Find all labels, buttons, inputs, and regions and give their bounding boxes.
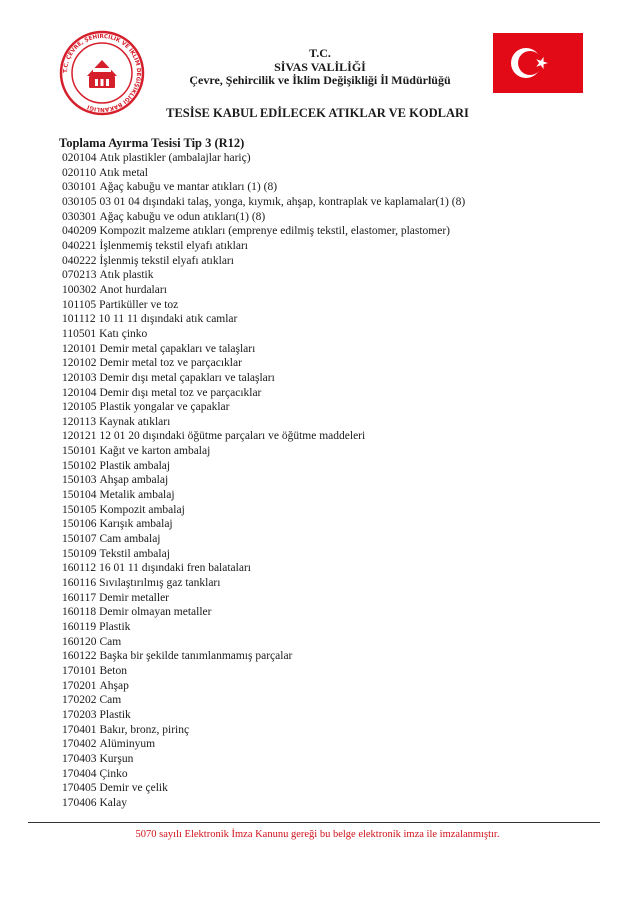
waste-description: Bakır, bronz, pirinç (99, 723, 190, 736)
list-item (62, 151, 465, 166)
waste-code: 150101 (62, 445, 97, 458)
waste-description: Ağaç kabuğu ve odun atıkları(1) (8) (99, 210, 266, 223)
waste-description: 10 11 11 dışındaki atık camlar (98, 313, 238, 326)
waste-code: 170101 (62, 664, 97, 677)
list-item (62, 239, 465, 254)
list-item (62, 561, 465, 576)
header-line-tc: T.C. (309, 46, 331, 60)
list-item (62, 488, 465, 503)
header-line-governorate: SİVAS VALİLİĞİ (274, 59, 366, 74)
list-item (62, 737, 465, 752)
waste-code: 170403 (62, 752, 97, 765)
list-item (62, 415, 465, 430)
waste-description: Ahşap (99, 679, 129, 692)
waste-description: Atık plastikler (ambalajlar hariç) (99, 152, 251, 164)
waste-description: Tekstil ambalaj (99, 547, 170, 560)
list-item (62, 723, 465, 738)
list-item (62, 649, 465, 664)
waste-code: 160117 (62, 591, 97, 604)
waste-description: Demir metal toz ve parçacıklar (99, 357, 242, 370)
list-item (62, 356, 465, 371)
waste-description: Karışık ambalaj (99, 518, 173, 531)
waste-description: Kompozit ambalaj (99, 503, 185, 516)
list-item (62, 459, 465, 474)
waste-description: İşlenmemiş tekstil elyafı atıkları (99, 239, 249, 252)
waste-code: 160119 (62, 621, 97, 633)
waste-code: 030301 (62, 210, 97, 223)
ministry-seal-icon (59, 30, 145, 116)
waste-code: 160118 (62, 606, 97, 619)
waste-code: 100302 (62, 283, 97, 296)
waste-code: 160120 (62, 635, 97, 648)
list-item (62, 180, 465, 195)
list-item (62, 781, 465, 796)
waste-description: Kompozit malzeme atıkları (emprenye edilmiş tekstil, elastomer, plastomer) (99, 225, 450, 238)
list-item (62, 708, 465, 723)
waste-code: 170404 (62, 767, 97, 780)
list-item (62, 664, 465, 679)
waste-description: Kalay (99, 796, 127, 809)
waste-description: Kurşun (99, 752, 134, 765)
list-item (62, 386, 465, 401)
list-item (62, 283, 465, 298)
list-item (62, 371, 465, 386)
list-item (62, 224, 465, 239)
waste-code: 101105 (62, 298, 97, 311)
waste-code: 160112 (62, 562, 97, 575)
waste-description: Plastik (99, 708, 131, 721)
waste-code: 120105 (62, 401, 97, 414)
waste-description: Alüminyum (99, 738, 156, 751)
waste-code: 120113 (62, 415, 97, 428)
waste-description: Kaynak atıkları (99, 415, 171, 428)
waste-description: 12 01 20 dışındaki öğütme parçaları ve öğütme maddeleri (99, 430, 366, 443)
waste-code: 120103 (62, 371, 97, 384)
waste-description: Demir metaller (99, 591, 170, 604)
section-title: Toplama Ayırma Tesisi Tip 3 (R12) (59, 136, 245, 150)
waste-code: 170201 (62, 679, 97, 692)
waste-code: 120101 (62, 342, 97, 355)
waste-description: Ahşap ambalaj (99, 474, 169, 487)
list-item (62, 591, 465, 606)
waste-code: 030101 (62, 181, 97, 194)
waste-code: 150109 (62, 547, 97, 560)
waste-description: Cam (99, 694, 122, 707)
waste-description: Atık plastik (99, 269, 154, 282)
list-item (62, 503, 465, 518)
waste-code: 040209 (62, 225, 97, 238)
waste-description: Cam (99, 635, 122, 648)
list-item (62, 473, 465, 488)
document-header (150, 47, 490, 88)
waste-code: 020110 (62, 166, 97, 179)
document-title: TESİSE KABUL EDİLECEK ATIKLAR VE KODLARI (166, 106, 469, 120)
waste-code: 150106 (62, 518, 97, 531)
waste-code: 150102 (62, 459, 97, 472)
list-item (62, 429, 465, 444)
waste-description: Partiküller ve toz (99, 298, 179, 311)
waste-description: Demir metal çapakları ve talaşları (99, 342, 256, 355)
waste-description: 03 01 04 dışındaki talaş, yonga, kıymık, ahşap, kontraplak ve kaplamalar(1) (8) (99, 195, 466, 208)
waste-description: Plastik ambalaj (99, 459, 171, 472)
list-item (62, 400, 465, 415)
list-item (62, 576, 465, 591)
waste-description: İşlenmiş tekstil elyafı atıkları (99, 254, 234, 267)
waste-description: Plastik (99, 621, 131, 633)
turkish-flag-icon (493, 33, 583, 93)
waste-code: 150107 (62, 533, 97, 546)
list-item (62, 635, 465, 650)
footer-signature-note: 5070 sayılı Elektronik İmza Kanunu gereği bu belge elektronik imza ile imzalanmıştır. (135, 829, 500, 840)
waste-description: Demir dışı metal çapakları ve talaşları (99, 371, 275, 384)
waste-code: 170406 (62, 796, 97, 809)
waste-description: Demir olmayan metaller (99, 606, 212, 619)
waste-code: 120102 (62, 357, 97, 370)
list-item (62, 210, 465, 225)
waste-description: Plastik yongalar ve çapaklar (99, 401, 230, 414)
waste-code: 120121 (62, 430, 97, 443)
waste-description: Çinko (99, 767, 128, 780)
list-item (62, 166, 465, 181)
list-item (62, 312, 465, 327)
list-item (62, 693, 465, 708)
list-item (62, 752, 465, 767)
waste-description: Başka bir şekilde tanımlanmamış parçalar (99, 650, 293, 663)
waste-code: 030105 (62, 195, 97, 208)
waste-code: 120104 (62, 386, 97, 399)
waste-code: 170202 (62, 694, 97, 707)
footer-divider (28, 822, 600, 823)
waste-description: 16 01 11 dışındaki fren balataları (99, 562, 251, 575)
waste-code: 160122 (62, 650, 97, 663)
waste-description: Ağaç kabuğu ve mantar atıkları (1) (8) (99, 181, 278, 194)
list-item (62, 327, 465, 342)
waste-code: 160116 (62, 577, 97, 590)
seal-ring-text: T.C. ÇEVRE, ŞEHİRCİLİK VE İKLİM DEĞİŞİKLİĞİ BAKANLIĞI (62, 33, 142, 113)
waste-description: Anot hurdaları (99, 283, 167, 296)
waste-description: Atık metal (99, 166, 148, 179)
list-item (62, 679, 465, 694)
waste-code: 110501 (62, 327, 97, 340)
list-item (62, 605, 465, 620)
list-item (62, 268, 465, 283)
waste-code: 040221 (62, 239, 97, 252)
waste-code: 170203 (62, 708, 97, 721)
waste-description: Metalik ambalaj (99, 489, 175, 502)
list-item (62, 254, 465, 269)
list-item (62, 517, 465, 532)
waste-description: Demir ve çelik (99, 782, 168, 795)
list-item (62, 342, 465, 357)
waste-code: 170405 (62, 782, 97, 795)
waste-description: Demir dışı metal toz ve parçacıklar (99, 386, 262, 399)
waste-description: Kağıt ve karton ambalaj (99, 445, 211, 458)
waste-code: 150105 (62, 503, 97, 516)
list-item (62, 796, 465, 811)
waste-code: 020104 (62, 152, 97, 164)
waste-code: 040222 (62, 254, 97, 267)
waste-code: 170402 (62, 738, 97, 751)
waste-description: Sıvılaştırılmış gaz tankları (99, 577, 221, 590)
waste-code-list (62, 151, 465, 811)
waste-code: 150103 (62, 474, 97, 487)
list-item (62, 444, 465, 459)
waste-description: Cam ambalaj (99, 533, 161, 546)
list-item (62, 532, 465, 547)
list-item (62, 767, 465, 782)
waste-description: Beton (99, 664, 127, 677)
waste-code: 070213 (62, 269, 97, 282)
list-item (62, 620, 465, 635)
waste-code: 170401 (62, 723, 97, 736)
waste-code: 101112 (62, 313, 96, 326)
header-line-directorate: Çevre, Şehircilik ve İklim Değişikliği İl Müdürlüğü (189, 73, 451, 87)
list-item (62, 298, 465, 313)
waste-description: Katı çinko (99, 327, 148, 340)
list-item (62, 547, 465, 562)
list-item (62, 195, 465, 210)
waste-code: 150104 (62, 489, 97, 502)
